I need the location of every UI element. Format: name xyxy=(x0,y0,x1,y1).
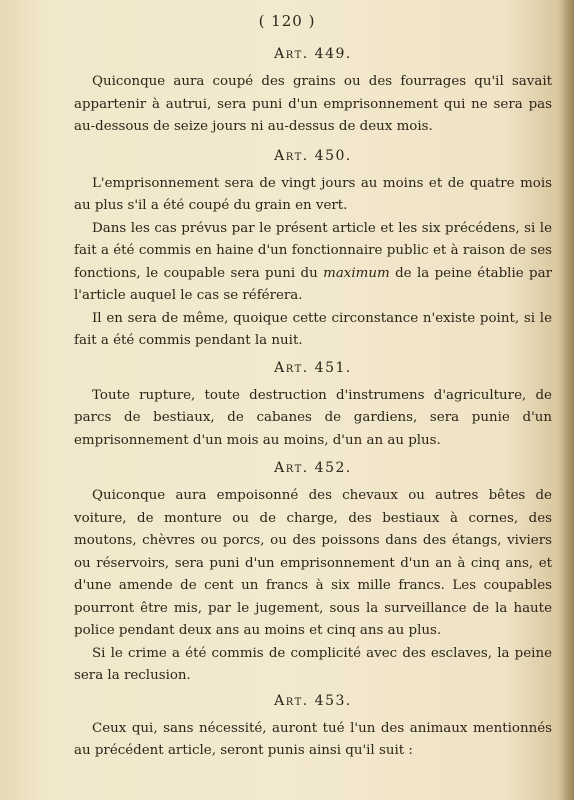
page-content xyxy=(74,44,552,763)
article-paragraph: Quiconque aura empoisonné des chevaux ou autres bêtes de voiture, de monture ou de charge, des bestiaux à cornes, des moutons, chèvres ou porcs, ou des poissons dans des étangs, viviers ou réservoirs, sera puni d'un emprisonnement d'un an à cinq ans, et d'une amende de cent un francs à six mille francs. Les coupables pourront être mis, par le jugement, sous la surveillance de la haute police pendant deux ans au moins et cinq ans au plus. xyxy=(74,488,552,638)
article-heading: Art. 452. xyxy=(274,460,352,476)
article-paragraph: Toute rupture, toute destruction d'instrumens d'agriculture, de parcs de bestiaux, de cabanes de gardiens, sera punie d'un emprisonnement d'un mois au moins, d'un an au plus. xyxy=(74,387,552,448)
article-paragraph: Si le crime a été commis de complicité avec des esclaves, la peine sera la reclusion. xyxy=(74,645,552,683)
article-heading: Art. 450. xyxy=(274,147,352,164)
article-453 xyxy=(74,691,552,763)
paragraph-text: Dans les cas prévus par le présent article et les six précédens, si le fait a été commis en haine d'un fonctionnaire public et à raison de ses fonctions, le coupable sera puni du xyxy=(74,220,552,281)
article-451 xyxy=(74,358,552,453)
article-paragraph: Il en sera de même, quoique cette circonstance n'existe point, si le fait a été commis pendant la nuit. xyxy=(74,310,552,348)
article-449 xyxy=(74,44,552,139)
article-paragraph: Quiconque aura coupé des grains ou des fourrages qu'il savait appartenir à autrui, sera puni d'un emprisonnement qui ne sera pas au-dessous de seize jours ni au-dessus de deux mois. xyxy=(74,74,552,134)
article-paragraph xyxy=(74,218,552,308)
article-heading: Art. 453. xyxy=(274,692,352,709)
paragraph-text: de la peine établie par l'article auquel le cas se référera. xyxy=(74,265,552,303)
page-number: ( 120 ) xyxy=(258,12,316,30)
emphasized-term: maximum xyxy=(323,265,390,281)
article-heading: Art. 449. xyxy=(274,46,352,62)
article-paragraph: Ceux qui, sans nécessité, auront tué l'un des animaux mentionnés au précédent article, seront punis ainsi qu'il suit : xyxy=(74,720,552,758)
article-heading: Art. 451. xyxy=(274,359,352,376)
article-450 xyxy=(74,146,552,353)
article-paragraph: L'emprisonnement sera de vingt jours au moins et de quatre mois au plus s'il a été coupé du grain en vert. xyxy=(74,175,552,213)
article-452 xyxy=(74,458,552,688)
page-edge-shadow xyxy=(560,0,574,800)
